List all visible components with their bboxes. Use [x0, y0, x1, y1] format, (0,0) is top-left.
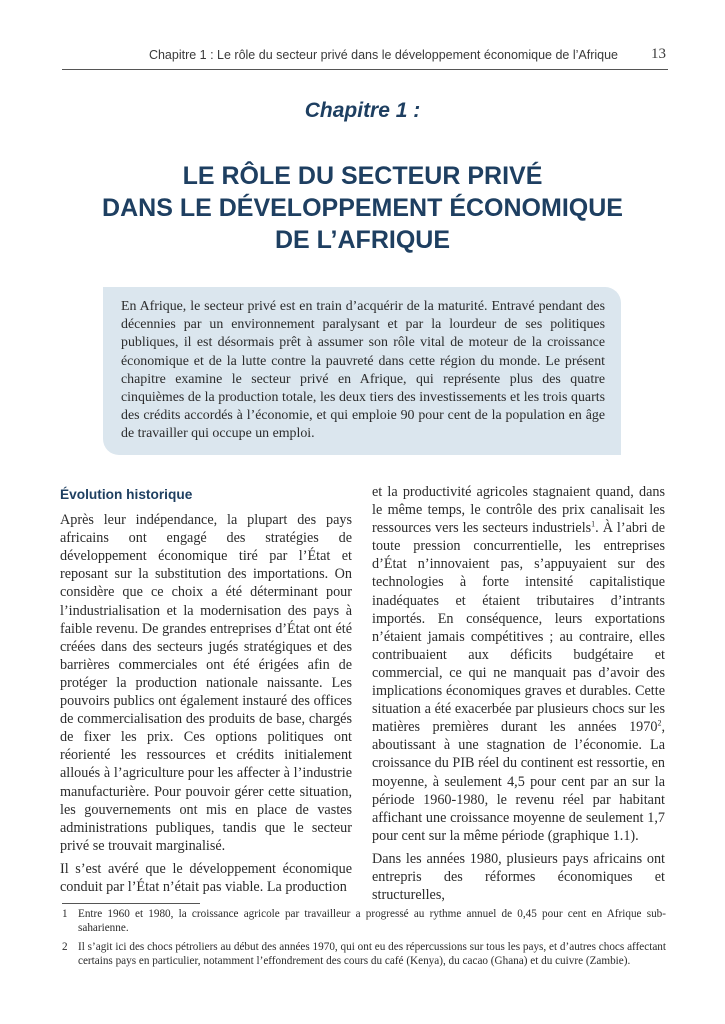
running-header [62, 46, 668, 68]
chapter-title-line: LE RÔLE DU SECTEUR PRIVÉ [182, 162, 543, 190]
header-rule [62, 69, 668, 70]
footnote-ref[interactable]: 2 [657, 718, 662, 728]
footnote-text: Entre 1960 et 1980, la croissance agricole par travailleur a progressé au rythme annuel de 0,45 pour cent en Afrique sub-saharienne. [78, 908, 666, 935]
paragraph-continued [372, 483, 665, 845]
right-column [372, 483, 665, 904]
footnote-number: 1 [62, 908, 68, 920]
section-heading: Évolution historique [60, 487, 193, 502]
running-title: Chapitre 1 : Le rôle du secteur privé dans le développement économique de l’Afrique [148, 48, 618, 62]
paragraph: Il s’est avéré que le développement économique conduit par l’État n’était pas viable. La production [60, 860, 352, 895]
page-number: 13 [651, 46, 666, 62]
text-run: et la productivité agricoles stagnaient quand, dans le même temps, le contrôle des prix canalisait les ressources vers les secteurs industriels [372, 484, 665, 537]
text-run: . À l’abri de toute pression concurrentielle, les entreprises d’État n’innovaient pas, s’appuyaient sur des technologies à forte intensité capitalistique inadéquates et étaient tributaires d’intrants importés. En conséquence, leurs exportations n’étaient jamais compétitives ; au contraire, elles contribuaient aux déficits budgétaire et commercial, ce qui ne manquait pas d’avoir des implications économiques graves et durables. Cette situation a été exacerbée par plusieurs chocs sur les matières premières durant les années 1970 [372, 520, 665, 736]
footnote-number: 2 [62, 940, 68, 953]
paragraph: Après leur indépendance, la plupart des pays africains ont engagé des stratégies de développement économique tiré par l’État et reposant sur la substitution des importations. On considère que ce choix a été déterminant pour l’industrialisation et la modernisation des pays à faible revenu. De grandes entreprises d’État ont été créées dans des secteurs jugés stratégiques et des barrières commerciales ont été érigées afin de protéger la production nationale naissante. Les pouvoirs publics ont également instauré des offices de commercialisation des produits de base, chargés de fixer les prix. Ces options politiques ont réorienté les ressources et crédits initialement alloués à l’agriculture pour les affecter à l’industrie manufacturière. Pour pouvoir gérer cette situation, les gouvernements ont mis en place de vastes administrations publiques, tandis que le secteur privé se trouvait marginalisé. [60, 512, 352, 854]
left-column [60, 486, 352, 896]
chapter-title-line: DANS LE DÉVELOPPEMENT ÉCONOMIQUE [102, 194, 623, 222]
footnote-text: Il s’agit ici des chocs pétroliers au début des années 1970, qui ont eu des répercussions sur tous les pays, et d’autres chocs affectant certains pays en particulier, notamment l’effondrement des cours du café (Kenya), du cacao (Ghana) et du cuivre (Zambie). [78, 940, 666, 967]
footnote-ref[interactable]: 1 [591, 519, 596, 529]
chapter-title [0, 160, 725, 256]
footnote-rule [62, 903, 200, 904]
chapter-number: Chapitre 1 : [304, 99, 421, 122]
summary-text: En Afrique, le secteur privé est en train d’acquérir de la maturité. Entravé pendant des décennies par un environnement paralysant et par la lourdeur de ses politiques publiques, il est désormais prêt à assumer son rôle vital de moteur de la croissance économique et de la lutte contre la pauvreté dans cette région du monde. Le présent chapitre examine le secteur privé en Afrique, qui représente plus des quatre cinquièmes de la production totale, les deux tiers des investissements et les trois quarts des crédits accordés à l’économie, et qui emploie 90 pour cent de la population en âge de travailler qui occupe un emploi. [121, 299, 605, 442]
chapter-title-line: DE L’AFRIQUE [274, 226, 450, 254]
paragraph: Dans les années 1980, plusieurs pays africains ont entrepris des réformes économiques et structurelles, [372, 850, 665, 904]
text-run: , aboutissant à une stagnation de l’économie. La croissance du PIB réel du continent est ressortie, en moyenne, à seulement 4,5 pour cent par an sur la période 1960-1980, le revenu réel par habitant affichant une croissance moyenne de seulement 1,7 pour cent sur la même période (graphique 1.1). [372, 719, 665, 844]
footnote [62, 907, 666, 936]
footnote [62, 940, 666, 969]
footnotes [62, 907, 666, 972]
